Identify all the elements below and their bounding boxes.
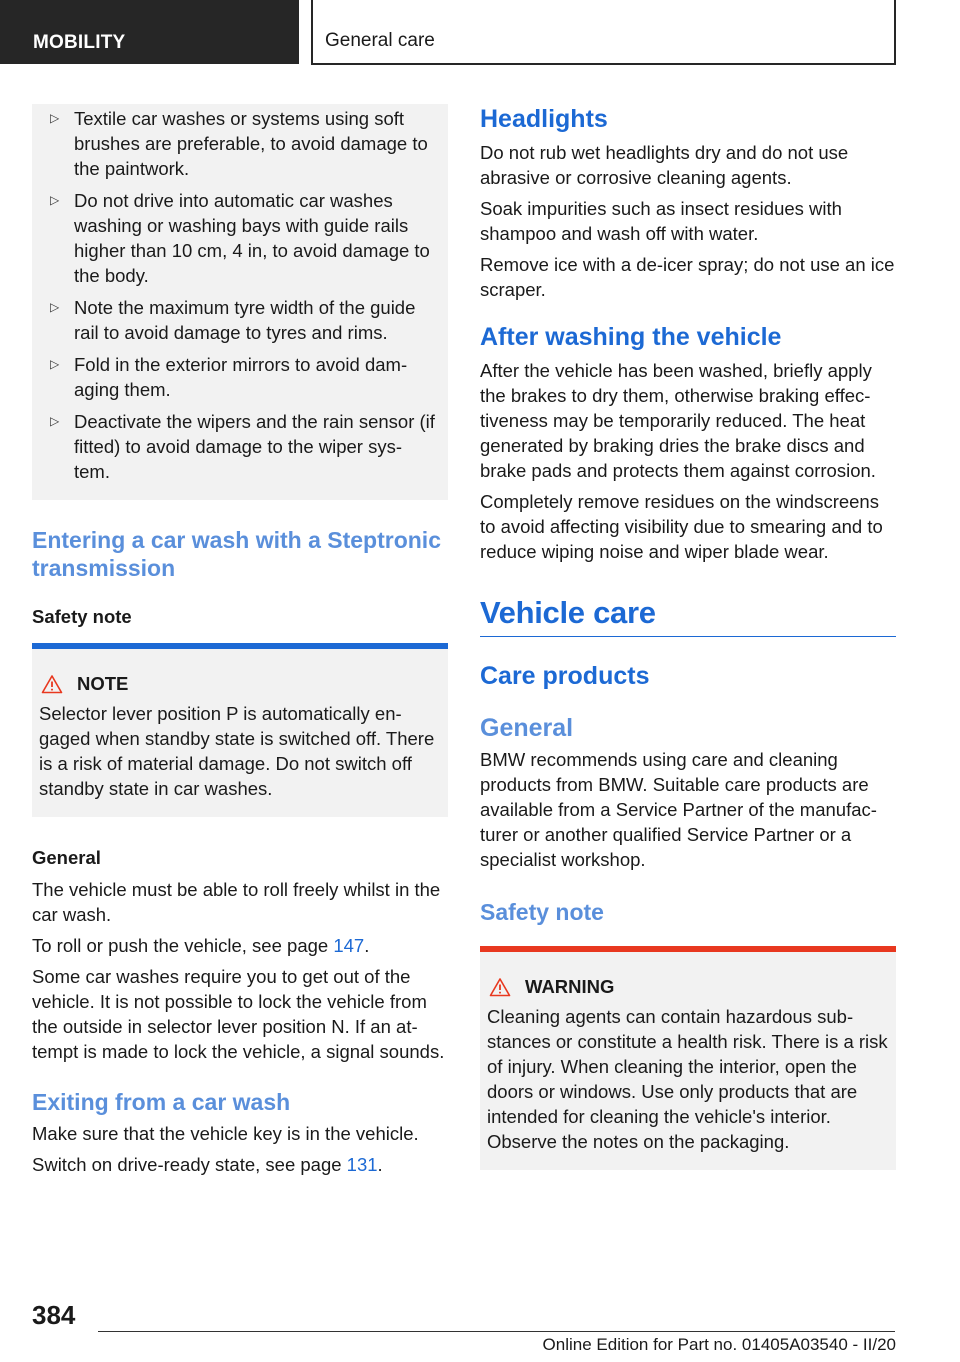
triangle-bullet-icon: ▷ xyxy=(50,300,60,314)
safety-note-heading: Safety note xyxy=(480,899,604,925)
triangle-bullet-icon: ▷ xyxy=(50,414,60,428)
vehicle-care-heading: Vehicle care xyxy=(480,595,656,630)
footer-rule xyxy=(98,1331,895,1332)
note-label: NOTE xyxy=(77,673,129,694)
drive-ready-paragraph: Switch on drive-ready state, see page 131. xyxy=(32,1154,383,1175)
page-header xyxy=(0,0,960,66)
tips-box xyxy=(32,104,448,500)
list-item: ▷ Note the maximum tyre width of the guide rail to avoid damage to tyres and rims. xyxy=(40,295,440,345)
triangle-bullet-icon: ▷ xyxy=(50,193,60,207)
list-item: ▷ Fold in the exterior mirrors to avoid dam‐ aging them. xyxy=(40,352,440,402)
headlights-paragraph-3: Remove ice with a de-icer spray; do not use an ice scraper. xyxy=(480,254,895,300)
list-item: ▷ Deactivate the wipers and the rain sensor (if fitted) to avoid damage to the wiper sys‐ tem. xyxy=(40,409,440,484)
steptronic-heading: Entering a car wash with a Steptronic transmission xyxy=(32,527,441,581)
warning-text: Cleaning agents can contain hazardous sub‐ stances or constitute a health risk. There is a risk of injury. When cleaning the interior, open the doors or windows. Use only products that are intended for cleaning the vehicle's interior. Observe the notes on the packaging. xyxy=(487,1006,888,1152)
chapter-title: General care xyxy=(311,0,896,65)
care-products-paragraph: BMW recommends using care and cleaning products from BMW. Suitable care products are available from a Service Partner of the manufac‐ turer or another qualified Service Partner or a specialist workshop. xyxy=(480,749,877,870)
after-washing-paragraph-1: After the vehicle has been washed, briefly apply the brakes to dry them, otherwise braking effec‐ tiveness may be temporarily reduced. The heat generated by braking dries the brake discs and brake pads and protects them against corrosion. xyxy=(480,360,876,481)
safety-note-label: Safety note xyxy=(32,606,132,627)
page-link-131[interactable]: 131 xyxy=(346,1154,378,1175)
page-link-147[interactable]: 147 xyxy=(333,935,365,956)
triangle-bullet-icon: ▷ xyxy=(50,357,60,371)
note-text: Selector lever position P is automatically en‐ gaged when standby state is switched off. There is a risk of material damage. Do not switch off standby state in car washes. xyxy=(39,703,435,799)
right-column xyxy=(480,104,896,1170)
general-paragraph: The vehicle must be able to roll freely whilst in the car wash. xyxy=(32,879,441,925)
headlights-paragraph-2: Soak impurities such as insect residues with shampoo and wash off with water. xyxy=(480,198,842,244)
headlights-paragraph-1: Do not rub wet headlights dry and do not use abrasive or corrosive cleaning agents. xyxy=(480,142,849,188)
triangle-bullet-icon: ▷ xyxy=(50,111,60,125)
headlights-heading: Headlights xyxy=(480,105,608,133)
list-item: ▷ Textile car washes or systems using soft brushes are preferable, to avoid damage to the paintwork. xyxy=(40,106,440,181)
heading-rule xyxy=(480,636,896,637)
warning-box xyxy=(480,946,896,1170)
list-item: ▷ Do not drive into automatic car washes washing or washing bays with guide rails higher than 10 cm, 4 in, to avoid damage to the body. xyxy=(40,188,440,288)
exit-heading: Exiting from a car wash xyxy=(32,1089,291,1115)
warning-triangle-icon xyxy=(41,674,63,694)
page-number: 384 xyxy=(32,1300,76,1330)
lock-paragraph: Some car washes require you to get out of the vehicle. It is not possible to lock the vehicle from the outside in selector lever position N. If an at‐ tempt is made to lock the vehicle, a signal sounds. xyxy=(32,966,445,1062)
edition-text: Online Edition for Part no. 01405A03540 - II/20 xyxy=(542,1335,896,1354)
note-box xyxy=(32,643,448,817)
general-label: General xyxy=(32,847,101,868)
care-products-heading: Care products xyxy=(480,662,650,690)
left-column xyxy=(32,104,448,1183)
after-washing-heading: After washing the vehicle xyxy=(480,323,782,351)
roll-push-paragraph: To roll or push the vehicle, see page 147. xyxy=(32,935,370,956)
section-tab: MOBILITY xyxy=(0,0,299,64)
warning-label: WARNING xyxy=(525,976,615,997)
exit-paragraph: Make sure that the vehicle key is in the vehicle. xyxy=(32,1123,419,1144)
warning-triangle-icon xyxy=(489,977,511,997)
general-heading: General xyxy=(480,714,574,742)
after-washing-paragraph-2: Completely remove residues on the windscreens to avoid affecting visibility due to smearing and to reduce wiping noise and wiper blade wear. xyxy=(480,491,883,562)
